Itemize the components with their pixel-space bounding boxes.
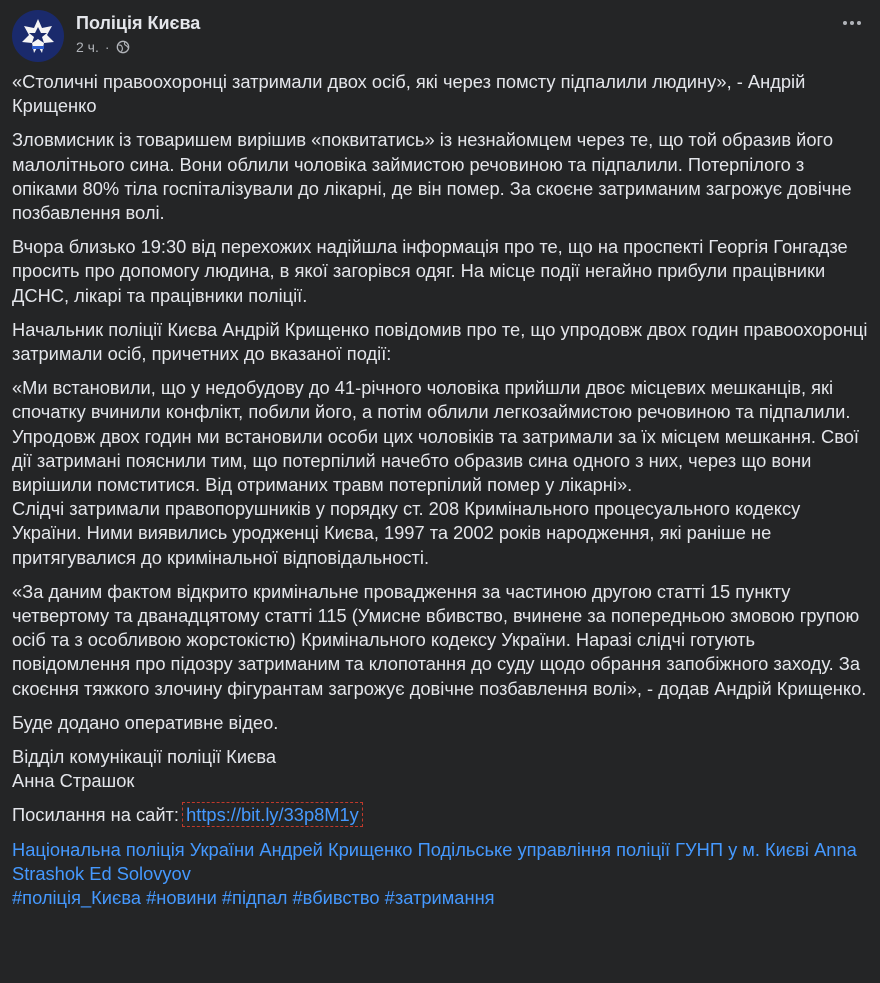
post-paragraph: Буде додано оперативне відео. — [12, 711, 279, 733]
post-time-row — [76, 39, 200, 55]
hashtag-link[interactable]: #вбивство — [292, 887, 380, 909]
more-dot-icon — [843, 21, 847, 25]
signature — [12, 745, 868, 793]
site-link-label: Посилання на сайт: — [12, 804, 179, 826]
post-paragraph: Начальник поліції Києва Андрій Крищенко повідомив про те, що упродовж двох годин правоохоронці затримали осіб, причетних до вказаної події: — [12, 318, 868, 365]
hashtag-link[interactable]: #поліція_Києва — [12, 887, 142, 909]
post-content — [12, 70, 868, 920]
avatar[interactable] — [12, 10, 64, 62]
signature-author: Анна Страшок — [12, 770, 135, 792]
hashtag-link[interactable]: #затримання — [384, 887, 495, 909]
post-quote: «Ми встановили, що у недобудову до 41-річного чоловіка прийшли двоє місцевих мешканців, які спочатку вчинили конфлікт, побили його, а потім облили легкозаймистою речовиною та підпалили. Упродовж двох годин ми встановили особи цих чоловіків та затримали за їх місцем мешкання. Свої дії затримані пояснили тим, що потерпілий начебто образив сина одного з них, через що вони вирішили помститися. Від отриманих травм потерпілий помер у лікарні». — [12, 377, 859, 496]
site-link-row — [12, 803, 868, 827]
more-options-button[interactable] — [838, 14, 866, 32]
more-dot-icon — [857, 21, 861, 25]
post-headline: «Столичні правоохоронці затримали двох осіб, які через помсту підпалили людину», - Андрій Крищенко — [12, 71, 806, 117]
post-timestamp[interactable]: 2 ч. — [76, 39, 99, 55]
post-paragraph: Слідчі затримали правопорушників у порядку ст. 208 Кримінального процесуального кодексу України. Ними виявились уродженці Києва, 1997 та 2002 років народження, які раніше не притягувалися до кримінальної відповідальності. — [12, 498, 801, 568]
hashtag-link[interactable]: #підпал — [221, 887, 288, 909]
mention-link[interactable]: Anna Strashok — [12, 838, 857, 884]
page-name-link[interactable]: Поліція Києва — [76, 13, 201, 33]
more-dot-icon — [850, 21, 854, 25]
post-paragraph: Зловмисник із товаришем вирішив «поквитатись» із незнайомцем через те, що той образив його малолітнього сина. Вони облили чоловіка займистою речовиною та підпалили. Потерпілого з опіками 80% тіла госпіталізували до лікарні, де він помер. За скоєне затриманим загрожує довічне позбавлення волі. — [12, 129, 852, 224]
mention-link[interactable]: Подільське управління поліції ГУНП у м. Києві — [417, 838, 809, 860]
globe-icon — [116, 40, 130, 54]
page-meta — [76, 12, 200, 55]
post-quote: «За даним фактом відкрито кримінальне провадження за частиною другою статті 15 пункту четвертому та дванадцятому статті 115 (Умисне вбивство, вчинене за попередньою змовою групою осіб та з особливою жорстокістю) Кримінального кодексу України. Наразі слідчі готують повідомлення про підозру затриманим та клопотання до суду щодо обрання запобіжного заходу. За скоєння тяжкого злочину фігурантам загрожує довічне позбавлення волі», - додав Андрій Крищенко. — [12, 580, 867, 699]
signature-department: Відділ комунікації поліції Києва — [12, 746, 277, 768]
mention-link[interactable]: Національна поліція України — [12, 838, 255, 860]
mention-link[interactable]: Ed Solovyov — [89, 862, 191, 884]
mentions-and-hashtags — [12, 838, 868, 911]
police-badge-icon — [18, 16, 58, 56]
post-paragraph: Вчора близько 19:30 від перехожих надійшла інформація про те, що на проспекті Георгія Гонгадзе просить про допомогу людина, в якої загорівся одяг. На місце події негайно прибули працівники ДСНС, лікарі та працівники поліції. — [12, 236, 848, 306]
site-link[interactable]: https://bit.ly/33p8M1y — [186, 804, 359, 826]
hashtag-link[interactable]: #новини — [146, 887, 217, 909]
meta-separator: · — [104, 39, 110, 55]
mention-link[interactable]: Андрей Крищенко — [259, 838, 413, 860]
post-header — [12, 10, 868, 62]
